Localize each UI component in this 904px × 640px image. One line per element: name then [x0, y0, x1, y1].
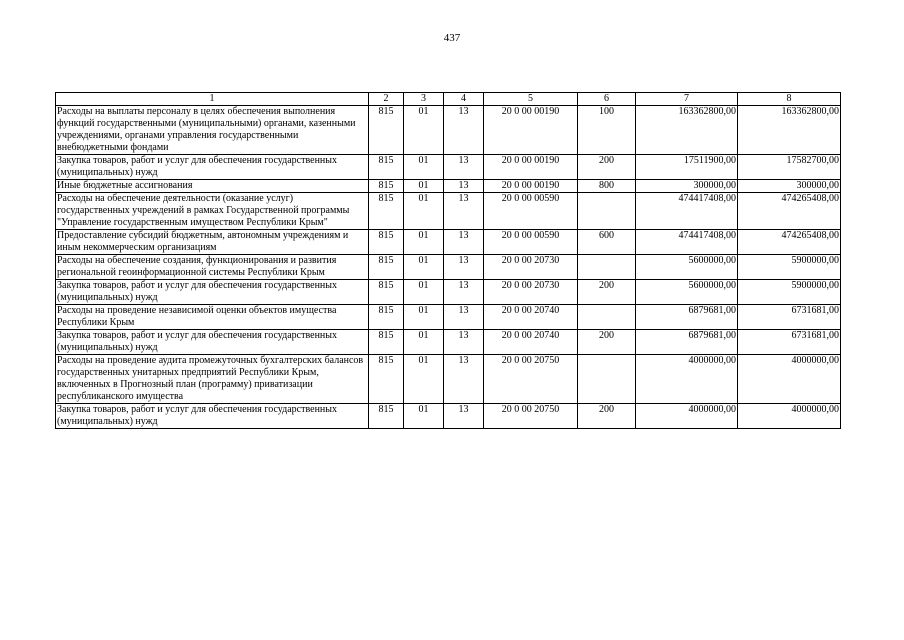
- ministry-code: 815: [369, 404, 404, 429]
- subsection-code: 13: [444, 255, 484, 280]
- column-header: 4: [444, 93, 484, 106]
- ministry-code: 815: [369, 330, 404, 355]
- target-article-code: 20 0 00 00190: [484, 106, 578, 155]
- expense-type-code: 200: [578, 155, 636, 180]
- expense-description: Иные бюджетные ассигнования: [56, 180, 369, 193]
- column-header: 3: [404, 93, 444, 106]
- subsection-code: 13: [444, 106, 484, 155]
- ministry-code: 815: [369, 280, 404, 305]
- amount-col7: 5600000,00: [636, 255, 738, 280]
- amount-col8: 6731681,00: [738, 330, 841, 355]
- table-row: [56, 193, 841, 230]
- table-header-row: [56, 93, 841, 106]
- expense-type-code: 200: [578, 280, 636, 305]
- expense-description: Расходы на проведение аудита промежуточных бухгалтерских балансов государственных унитарных предприятий Республики Крым, включенных в Прогнозный план (программу) приватизации республиканского имущества: [56, 355, 369, 404]
- section-code: 01: [404, 355, 444, 404]
- expense-type-code: [578, 255, 636, 280]
- amount-col7: 474417408,00: [636, 193, 738, 230]
- target-article-code: 20 0 00 00190: [484, 155, 578, 180]
- column-header: 1: [56, 93, 369, 106]
- target-article-code: 20 0 00 20750: [484, 355, 578, 404]
- section-code: 01: [404, 230, 444, 255]
- target-article-code: 20 0 00 20750: [484, 404, 578, 429]
- expense-type-code: [578, 305, 636, 330]
- ministry-code: 815: [369, 355, 404, 404]
- amount-col8: 163362800,00: [738, 106, 841, 155]
- target-article-code: 20 0 00 20730: [484, 280, 578, 305]
- ministry-code: 815: [369, 180, 404, 193]
- target-article-code: 20 0 00 20730: [484, 255, 578, 280]
- expense-description: Закупка товаров, работ и услуг для обеспечения государственных (муниципальных) нужд: [56, 155, 369, 180]
- table-row: [56, 355, 841, 404]
- table-row: [56, 330, 841, 355]
- expense-description: Расходы на обеспечение деятельности (оказание услуг) государственных учреждений в рамках Государственной программы "Управление государственным имуществом Республики Крым": [56, 193, 369, 230]
- amount-col7: 474417408,00: [636, 230, 738, 255]
- subsection-code: 13: [444, 155, 484, 180]
- expense-description: Закупка товаров, работ и услуг для обеспечения государственных (муниципальных) нужд: [56, 330, 369, 355]
- section-code: 01: [404, 106, 444, 155]
- section-code: 01: [404, 155, 444, 180]
- target-article-code: 20 0 00 20740: [484, 330, 578, 355]
- expense-description: Расходы на проведение независимой оценки объектов имущества Республики Крым: [56, 305, 369, 330]
- amount-col7: 4000000,00: [636, 404, 738, 429]
- subsection-code: 13: [444, 280, 484, 305]
- amount-col8: 4000000,00: [738, 355, 841, 404]
- target-article-code: 20 0 00 00590: [484, 230, 578, 255]
- expense-description: Закупка товаров, работ и услуг для обеспечения государственных (муниципальных) нужд: [56, 280, 369, 305]
- expense-description: Расходы на обеспечение создания, функционирования и развития региональной геоинформационной системы Республики Крым: [56, 255, 369, 280]
- expense-description: Закупка товаров, работ и услуг для обеспечения государственных (муниципальных) нужд: [56, 404, 369, 429]
- column-header: 6: [578, 93, 636, 106]
- column-header: 7: [636, 93, 738, 106]
- amount-col7: 163362800,00: [636, 106, 738, 155]
- column-header: 5: [484, 93, 578, 106]
- ministry-code: 815: [369, 106, 404, 155]
- table-row: [56, 305, 841, 330]
- expense-description: Предоставление субсидий бюджетным, автономным учреждениям и иным некоммерческим организациям: [56, 230, 369, 255]
- amount-col8: 300000,00: [738, 180, 841, 193]
- ministry-code: 815: [369, 193, 404, 230]
- amount-col7: 4000000,00: [636, 355, 738, 404]
- table-row: [56, 106, 841, 155]
- section-code: 01: [404, 404, 444, 429]
- subsection-code: 13: [444, 180, 484, 193]
- subsection-code: 13: [444, 193, 484, 230]
- expense-type-code: 800: [578, 180, 636, 193]
- ministry-code: 815: [369, 305, 404, 330]
- amount-col8: 474265408,00: [738, 193, 841, 230]
- target-article-code: 20 0 00 20740: [484, 305, 578, 330]
- section-code: 01: [404, 305, 444, 330]
- target-article-code: 20 0 00 00190: [484, 180, 578, 193]
- amount-col7: 5600000,00: [636, 280, 738, 305]
- section-code: 01: [404, 193, 444, 230]
- section-code: 01: [404, 180, 444, 193]
- expense-type-code: 100: [578, 106, 636, 155]
- amount-col8: 5900000,00: [738, 280, 841, 305]
- table-row: [56, 180, 841, 193]
- amount-col8: 6731681,00: [738, 305, 841, 330]
- expense-type-code: [578, 355, 636, 404]
- subsection-code: 13: [444, 230, 484, 255]
- ministry-code: 815: [369, 230, 404, 255]
- section-code: 01: [404, 280, 444, 305]
- expense-description: Расходы на выплаты персоналу в целях обеспечения выполнения функций государственными (муниципальными) органами, казенными учреждениями, органами управления государственными внебюджетными фондами: [56, 106, 369, 155]
- expense-type-code: 200: [578, 330, 636, 355]
- expense-type-code: [578, 193, 636, 230]
- amount-col8: 474265408,00: [738, 230, 841, 255]
- amount-col7: 300000,00: [636, 180, 738, 193]
- ministry-code: 815: [369, 255, 404, 280]
- amount-col7: 6879681,00: [636, 305, 738, 330]
- amount-col8: 4000000,00: [738, 404, 841, 429]
- amount-col7: 6879681,00: [636, 330, 738, 355]
- page-number: 437: [443, 32, 461, 44]
- section-code: 01: [404, 330, 444, 355]
- subsection-code: 13: [444, 330, 484, 355]
- amount-col7: 17511900,00: [636, 155, 738, 180]
- expense-type-code: 200: [578, 404, 636, 429]
- column-header: 2: [369, 93, 404, 106]
- subsection-code: 13: [444, 355, 484, 404]
- table-row: [56, 280, 841, 305]
- table-row: [56, 155, 841, 180]
- column-header: 8: [738, 93, 841, 106]
- table-row: [56, 230, 841, 255]
- budget-table: [55, 92, 841, 429]
- table-row: [56, 404, 841, 429]
- subsection-code: 13: [444, 305, 484, 330]
- amount-col8: 17582700,00: [738, 155, 841, 180]
- ministry-code: 815: [369, 155, 404, 180]
- amount-col8: 5900000,00: [738, 255, 841, 280]
- expense-type-code: 600: [578, 230, 636, 255]
- table-row: [56, 255, 841, 280]
- target-article-code: 20 0 00 00590: [484, 193, 578, 230]
- section-code: 01: [404, 255, 444, 280]
- subsection-code: 13: [444, 404, 484, 429]
